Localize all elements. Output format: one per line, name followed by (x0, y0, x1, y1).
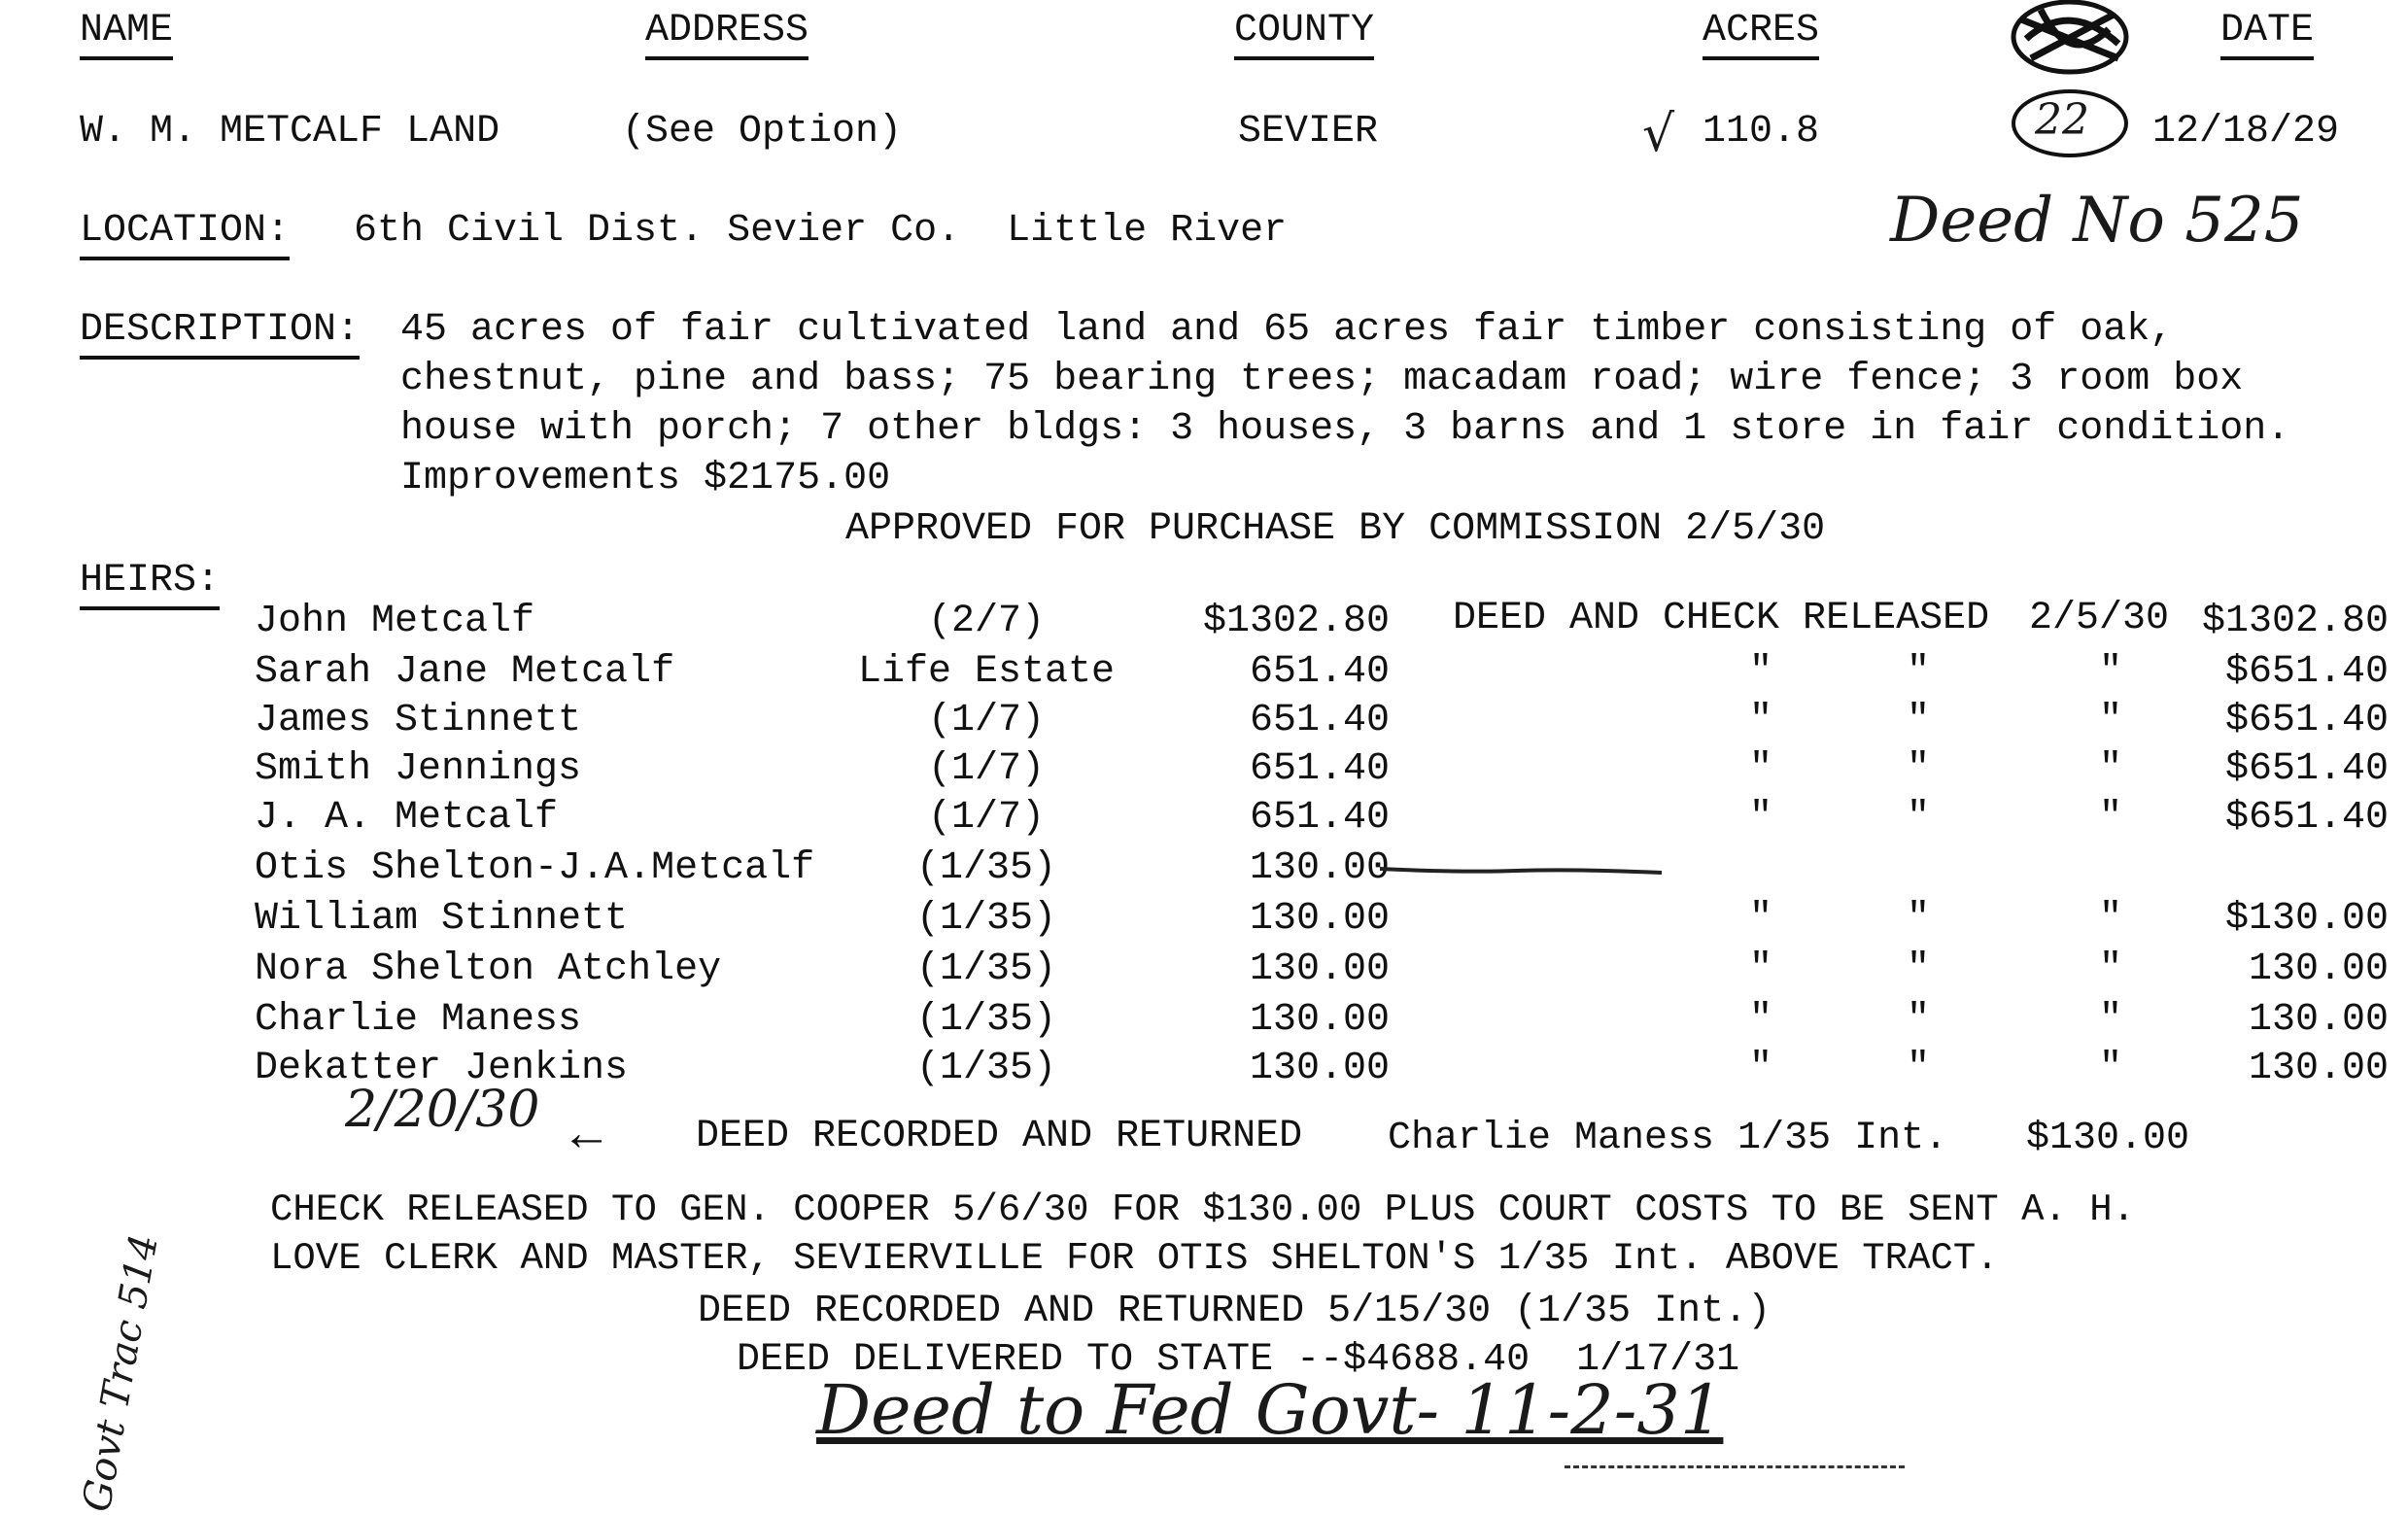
deed-number-handwritten: Deed No 525 (1890, 185, 2304, 257)
ditto-mark: " (2099, 947, 2123, 991)
approved-line: APPROVED FOR PURCHASE BY COMMISSION 2/5/30 (845, 507, 1826, 551)
check-note-line-2: LOVE CLERK AND MASTER, SEVIERVILLE FOR OTIS SHELTON'S 1/35 Int. ABOVE TRACT. (270, 1237, 1999, 1280)
ditto-mark: " (1749, 796, 1773, 840)
heir-released-amount: $651.40 (2224, 650, 2389, 694)
heir-share: Life Estate (857, 650, 1116, 694)
heir-amount: 651.40 (1249, 747, 1390, 791)
record-county: SEVIER (1238, 110, 1379, 154)
ditto-mark: " (2099, 998, 2123, 1042)
heir-amount: 651.40 (1249, 699, 1390, 742)
release-date: 2/5/30 (2029, 597, 2170, 640)
scribble-mark (2002, 0, 2138, 87)
ditto-mark: " (1749, 947, 1773, 991)
heir-share: (1/7) (927, 747, 1046, 791)
record-name: W. M. METCALF LAND (80, 110, 500, 154)
check-note-line-1: CHECK RELEASED TO GEN. COOPER 5/6/30 FOR $130.00 PLUS COURT COSTS TO BE SENT A. H. (270, 1188, 2136, 1231)
release-header: DEED AND CHECK RELEASED (1453, 597, 1990, 640)
header-address: ADDRESS (645, 12, 808, 60)
header-county: COUNTY (1234, 12, 1374, 60)
recorded-text: DEED RECORDED AND RETURNED (696, 1115, 1303, 1158)
heir-name: Smith Jennings (255, 747, 582, 791)
ditto-mark: " (1749, 998, 1773, 1042)
heir-share: (1/35) (915, 1047, 1057, 1090)
deed-to-fed-handwritten: Deed to Fed Govt- 11-2-31 (816, 1370, 1724, 1450)
heir-share: (1/7) (927, 699, 1046, 742)
heir-amount: 651.40 (1249, 796, 1390, 840)
heir-share: (1/35) (915, 846, 1057, 890)
heir-released-amount: $651.40 (2224, 699, 2389, 742)
margin-note: Govt Trac 514 (74, 1230, 167, 1515)
heir-released-amount: $651.40 (2224, 796, 2389, 840)
heir-amount: 130.00 (1249, 1047, 1390, 1090)
header-acres: ACRES (1703, 12, 1819, 60)
ditto-mark: " (1907, 947, 1931, 991)
heir-amount: 130.00 (1249, 947, 1390, 991)
ditto-mark: " (1907, 747, 1931, 791)
record-acres: 110.8 (1703, 110, 1820, 154)
heir-amount: 130.00 (1249, 897, 1390, 941)
heir-name: Sarah Jane Metcalf (255, 650, 675, 694)
ditto-mark: " (1749, 1047, 1773, 1090)
ditto-mark: " (1907, 897, 1931, 941)
dashed-rule (1565, 1465, 1905, 1468)
location-label: LOCATION: (80, 212, 290, 260)
description-label: DESCRIPTION: (80, 311, 360, 360)
header-date: DATE (2220, 12, 2314, 60)
heir-name: Nora Shelton Atchley (255, 947, 722, 991)
heir-released-amount: $1302.80 (2201, 600, 2389, 643)
record-address: (See Option) (622, 110, 903, 154)
ditto-mark: " (2099, 796, 2123, 840)
recorded-returned-2: DEED RECORDED AND RETURNED 5/15/30 (1/35 Int.) (698, 1290, 1772, 1333)
ditto-mark: " (1907, 796, 1931, 840)
heir-amount: 130.00 (1249, 846, 1390, 890)
heir-name: Charlie Maness (255, 998, 582, 1042)
ditto-mark: " (2099, 897, 2123, 941)
heir-amount: $1302.80 (1202, 600, 1390, 643)
recorded-arrow: ← (571, 1108, 602, 1165)
heir-share: (1/35) (915, 947, 1057, 991)
heir-name: J. A. Metcalf (255, 796, 559, 840)
heir-released-amount: 130.00 (2248, 947, 2389, 991)
location-value: 6th Civil Dist. Sevier Co. Little River (354, 209, 1288, 253)
heir-released-amount: $130.00 (2224, 897, 2389, 941)
heir-share: (1/7) (927, 796, 1046, 840)
heir-name: Otis Shelton-J.A.Metcalf (255, 846, 815, 890)
ditto-mark: " (2099, 650, 2123, 694)
ditto-mark: " (1749, 747, 1773, 791)
heir-name: James Stinnett (255, 699, 582, 742)
ditto-mark: " (1749, 650, 1773, 694)
heir-amount: 651.40 (1249, 650, 1390, 694)
heir-share: (2/7) (927, 600, 1046, 643)
ditto-mark: " (1907, 650, 1931, 694)
recorded-amount: $130.00 (2026, 1117, 2190, 1160)
heir-amount: 130.00 (1249, 998, 1390, 1042)
heir-name: William Stinnett (255, 897, 629, 941)
tract-number: 22 (2035, 95, 2089, 145)
ditto-mark: " (2099, 1047, 2123, 1090)
ditto-mark: " (1907, 998, 1931, 1042)
heirs-label: HEIRS: (80, 562, 220, 610)
description-text: 45 acres of fair cultivated land and 65 acres fair timber consisting of oak, chestnut, pine and bass; 75 bearing trees; macadam road; wire fence; 3 room box house with porch; 7 other bldgs: 3 houses, 3 barns and 1 store in fair condition. Improvements $2175.00 (400, 308, 2290, 500)
ditto-mark: " (1907, 1047, 1931, 1090)
strike-line (1380, 855, 1671, 884)
ditto-mark: " (1907, 699, 1931, 742)
ditto-mark: " (2099, 699, 2123, 742)
header-name: NAME (80, 12, 173, 60)
heir-released-amount: 130.00 (2248, 1047, 2389, 1090)
recorded-detail: Charlie Maness 1/35 Int. (1388, 1117, 1948, 1160)
heir-name: John Metcalf (255, 600, 535, 643)
heir-name: Dekatter Jenkins (255, 1047, 629, 1090)
ditto-mark: " (1749, 699, 1773, 742)
heir-share: (1/35) (915, 897, 1057, 941)
recorded-hand-date: 2/20/30 (345, 1081, 540, 1139)
record-date: 12/18/29 (2152, 110, 2340, 154)
heir-released-amount: $651.40 (2224, 747, 2389, 791)
heir-share: (1/35) (915, 998, 1057, 1042)
acres-check-mark: √ (1642, 105, 1675, 163)
ditto-mark: " (2099, 747, 2123, 791)
ditto-mark: " (1749, 897, 1773, 941)
heir-released-amount: 130.00 (2248, 998, 2389, 1042)
deed-delivered: DEED DELIVERED TO STATE --$4688.40 1/17/31 (737, 1338, 1740, 1382)
